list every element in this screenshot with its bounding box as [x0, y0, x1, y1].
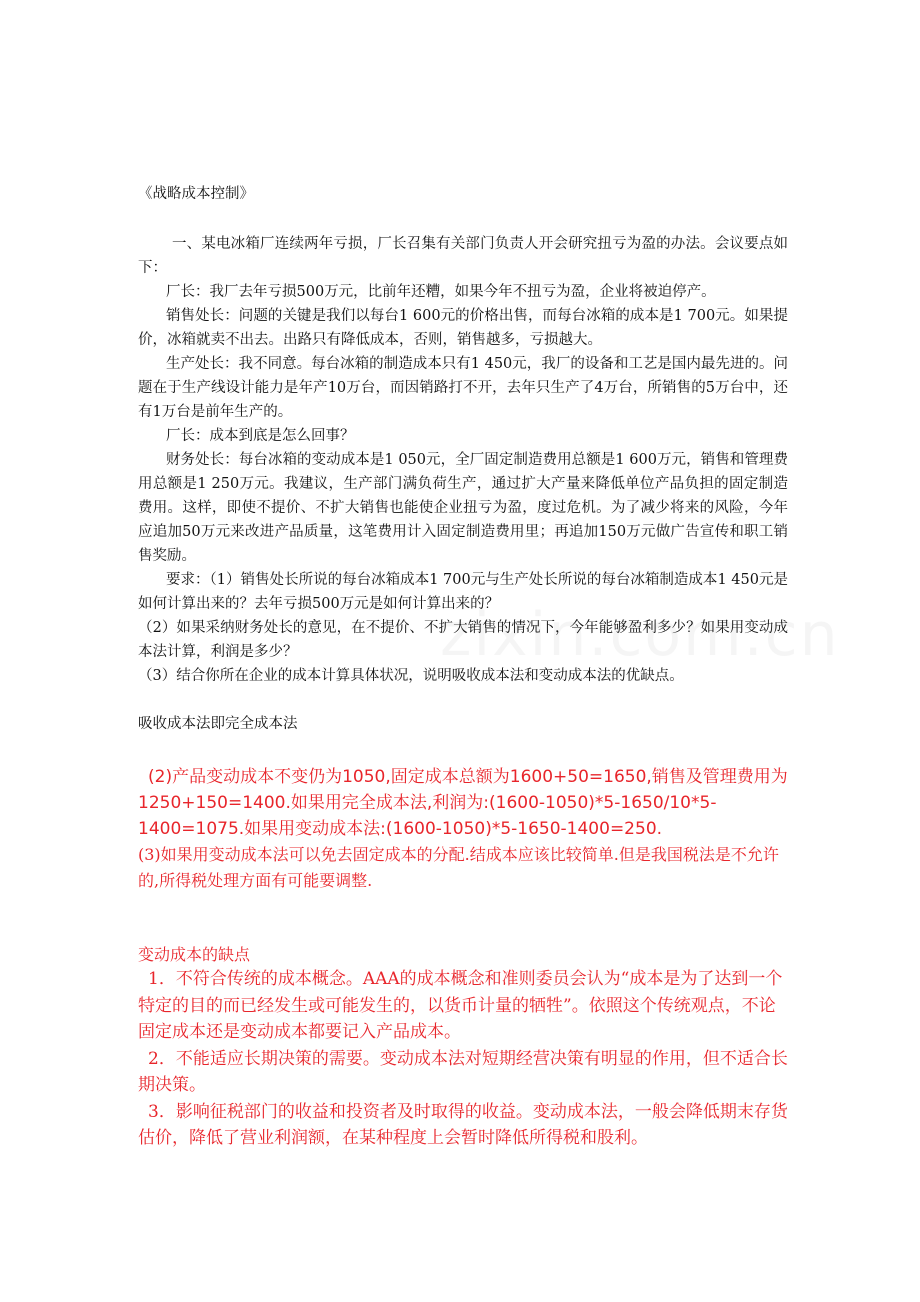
- answer-2: (2)产品变动成本不变仍为1050,固定成本总额为1600+50=1650,销售及管理费用为1250+150=1400.如果用完全成本法,利润为:(1600-1050)*5-1650/10*5-1400=1075.如果用变动成本法:(1600-1050)*5-1650-1400=250.: [138, 767, 788, 839]
- cons-heading: 变动成本的缺点: [138, 945, 251, 964]
- answer-3: (3)如果用变动成本法可以免去固定成本的分配.结成本应该比较简单.但是我国税法是不允许的,所得税处理方面有可能要调整.: [138, 845, 779, 890]
- paragraph-finance: 财务处长：每台冰箱的变动成本是1 050元，全厂固定制造费用总额是1 600万元，销售和管理费用总额是1 250万元。我建议，生产部门满负荷生产，通过扩大产量来降低单位产品负担的固定制造费用。这样，即使不提价、不扩大销售也能使企业扭亏为盈，度过危机。为了减少将来的风险，今年应追加50万元来改进产品质量，这笔费用计入固定制造费用里；再追加150万元做广告宣传和职工销售奖励。: [138, 452, 788, 564]
- paragraph-production: 生产处长：我不同意。每台冰箱的制造成本只有1 450元，我厂的设备和工艺是国内最先进的。问题在于生产线设计能力是年产10万台，而因销路打不开，去年只生产了4万台，所销售的5万台中，还有1万台是前年生产的。: [138, 356, 788, 420]
- paragraph-requirement-1: 要求：（1）销售处长所说的每台冰箱成本1 700元与生产处长所说的每台冰箱制造成本1 450元是如何计算出来的？去年亏损500万元是如何计算出来的？: [138, 572, 788, 612]
- cons-item-3: 3．影响征税部门的收益和投资者及时取得的收益。变动成本法，一般会降低期末存货估价，降低了营业利润额，在某种程度上会暂时降低所得税和股利。: [138, 1101, 788, 1148]
- paragraph-intro: 一、某电冰箱厂连续两年亏损，厂长召集有关部门负责人开会研究扭亏为盈的办法。会议要点如下：: [138, 236, 788, 276]
- paragraph-director-1: 厂长：我厂去年亏损500万元，比前年还糟，如果今年不扭亏为盈，企业将被迫停产。: [166, 284, 716, 300]
- case-text: [138, 232, 788, 688]
- document-title: 《战略成本控制》: [138, 186, 254, 202]
- paragraph-requirement-3: （3）结合你所在企业的成本计算具体状况，说明吸收成本法和变动成本法的优缺点。: [138, 668, 684, 684]
- paragraph-requirement-2: （2）如果采纳财务处长的意见，在不提价、不扩大销售的情况下，今年能够盈利多少？如果用变动成本法计算，利润是多少？: [138, 620, 788, 660]
- paragraph-sales: 销售处长：问题的关键是我们以每台1 600元的价格出售，而每台冰箱的成本是1 700元。如果提价，冰箱就卖不出去。出路只有降低成本，否则，销售越多，亏损越大。: [138, 308, 788, 348]
- cons-item-1: 1．不符合传统的成本概念。AAA的成本概念和准则委员会认为“成本是为了达到一个特定的目的而已经发生或可能发生的，以货币计量的牺牲”。依照这个传统观点，不论固定成本还是变动成本都要记入产品成本。: [138, 969, 783, 1042]
- paragraph-director-2: 厂长：成本到底是怎么回事？: [166, 428, 355, 444]
- cons-item-2: 2．不能适应长期决策的需要。变动成本法对短期经营决策有明显的作用，但不适合长期决策。: [138, 1048, 788, 1095]
- cons-list: [138, 966, 788, 1152]
- answers: [138, 764, 788, 894]
- section-heading: 吸收成本法即完全成本法: [138, 716, 298, 732]
